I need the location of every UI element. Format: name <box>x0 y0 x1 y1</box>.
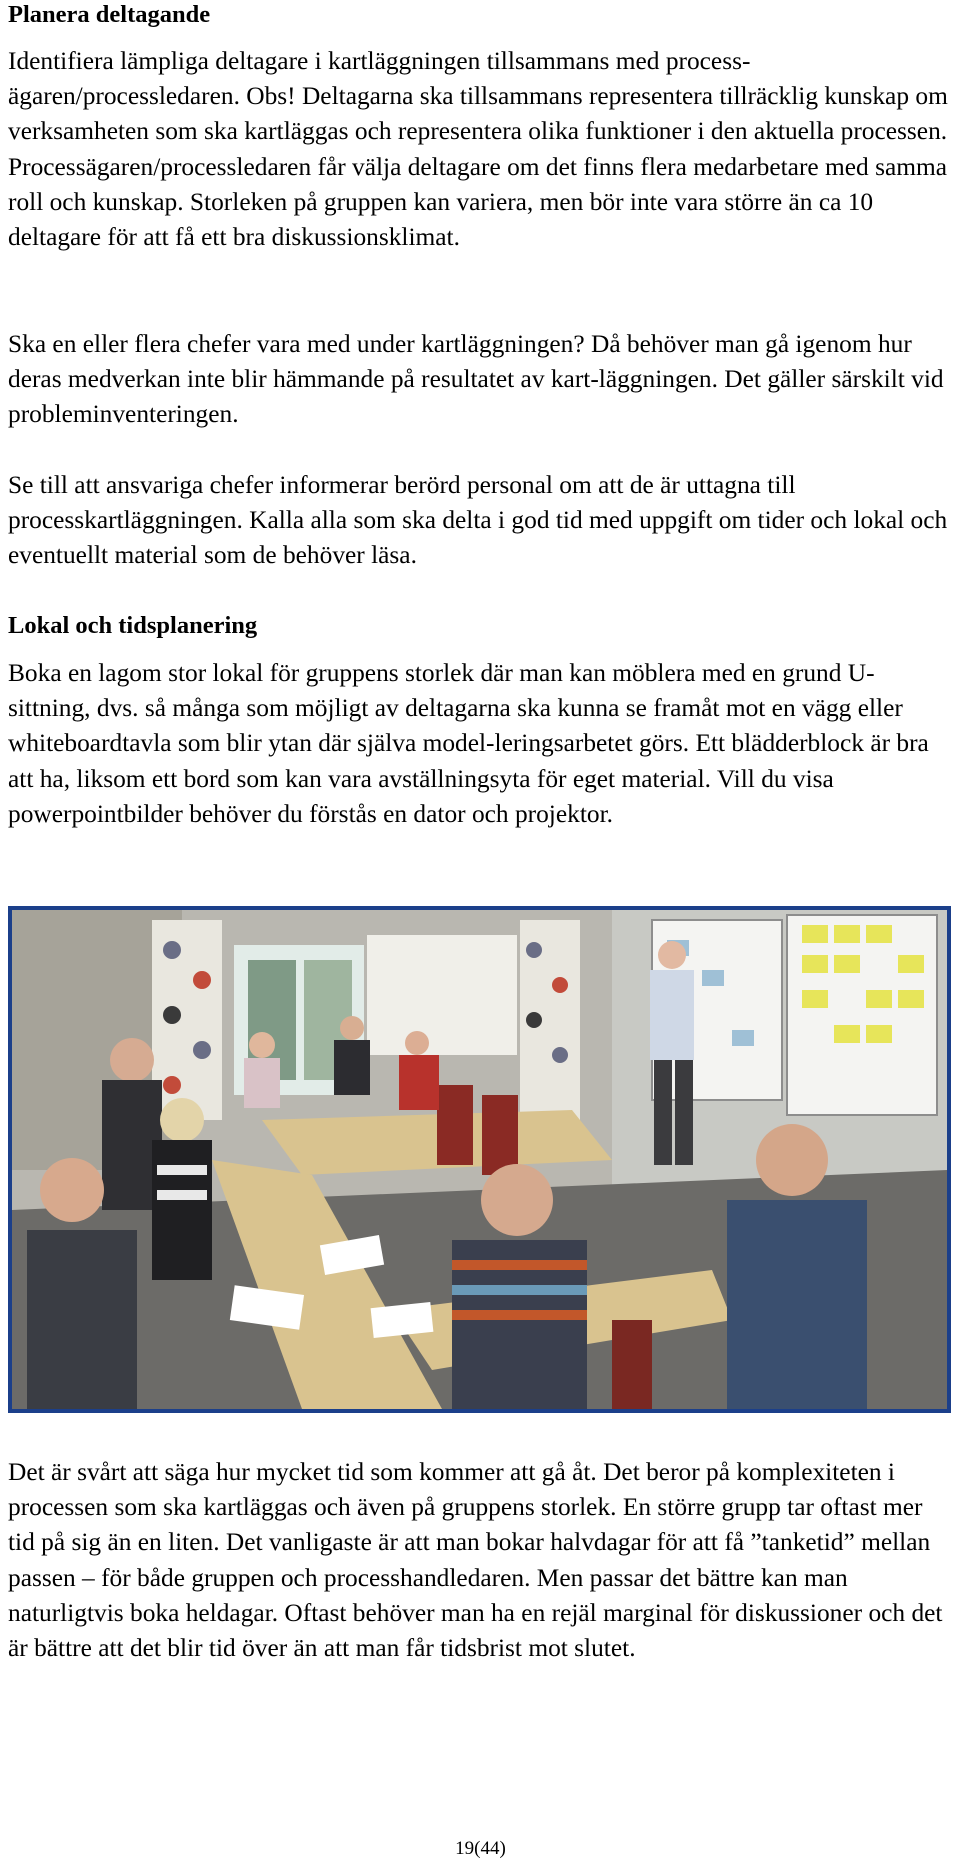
section-heading-planera: Planera deltagande <box>8 1 211 28</box>
workshop-photo <box>8 906 951 1413</box>
section-heading-lokal: Lokal och tidsplanering <box>8 612 258 639</box>
workshop-photo-illustration <box>12 910 947 1409</box>
paragraph-time-planning: Det är svårt att säga hur mycket tid som kommer att gå åt. Det beror på komplexiteten i processen som ska kartläggas och även på gruppens storlek. En större grupp tar oftast mer tid på sig än en liten. Det vanligaste är att man bokar halvdagar för att få ”tanketid” mellan passen – för både gruppen och processhandledaren. Men passar det bättre kan man naturligtvis boka heldagar. Oftast behöver man ha en rejäl marginal för diskussioner och det är bättre att det blir tid över än att man får tidsbrist mot slutet. <box>8 1458 943 1663</box>
paragraph-participants: Identifiera lämpliga deltagare i kartläggningen tillsammans med process-ägaren/processledaren. Obs! Deltagarna ska tillsammans representera tillräcklig kunskap om verksamheten som ska kartläggas och representera olika funktioner i den aktuella processen. Processägaren/processledaren får välja deltagare om det finns flera medarbetare med samma roll och kunskap. Storleken på gruppen kan variera, men bör inte vara större än ca 10 deltagare för att få ett bra diskussionsklimat. <box>8 47 948 252</box>
paragraph-managers: Ska en eller flera chefer vara med under kartläggningen? Då behöver man gå igenom hur deras medverkan inte blir hämmande på resultatet av kart-läggningen. Det gäller särskilt vid probleminventeringen. <box>8 330 944 429</box>
page-number: 19(44) <box>455 1838 506 1859</box>
paragraph-invitations: Se till att ansvariga chefer informerar berörd personal om att de är uttagna till processkartläggningen. Kalla alla som ska delta i god tid med uppgift om tider och lokal och eventuellt material som de behöver läsa. <box>8 471 948 570</box>
paragraph-room-booking: Boka en lagom stor lokal för gruppens storlek där man kan möblera med en grund U-sittning, dvs. så många som möjligt av deltagarna ska kunna se framåt mot en vägg eller whiteboardtavla som blir ytan där själva model-leringsarbetet görs. Ett blädderblock är bra att ha, liksom ett bord som kan vara avställningsyta för eget material. Vill du visa powerpointbilder behöver du förstås en dator och projektor. <box>8 659 929 828</box>
